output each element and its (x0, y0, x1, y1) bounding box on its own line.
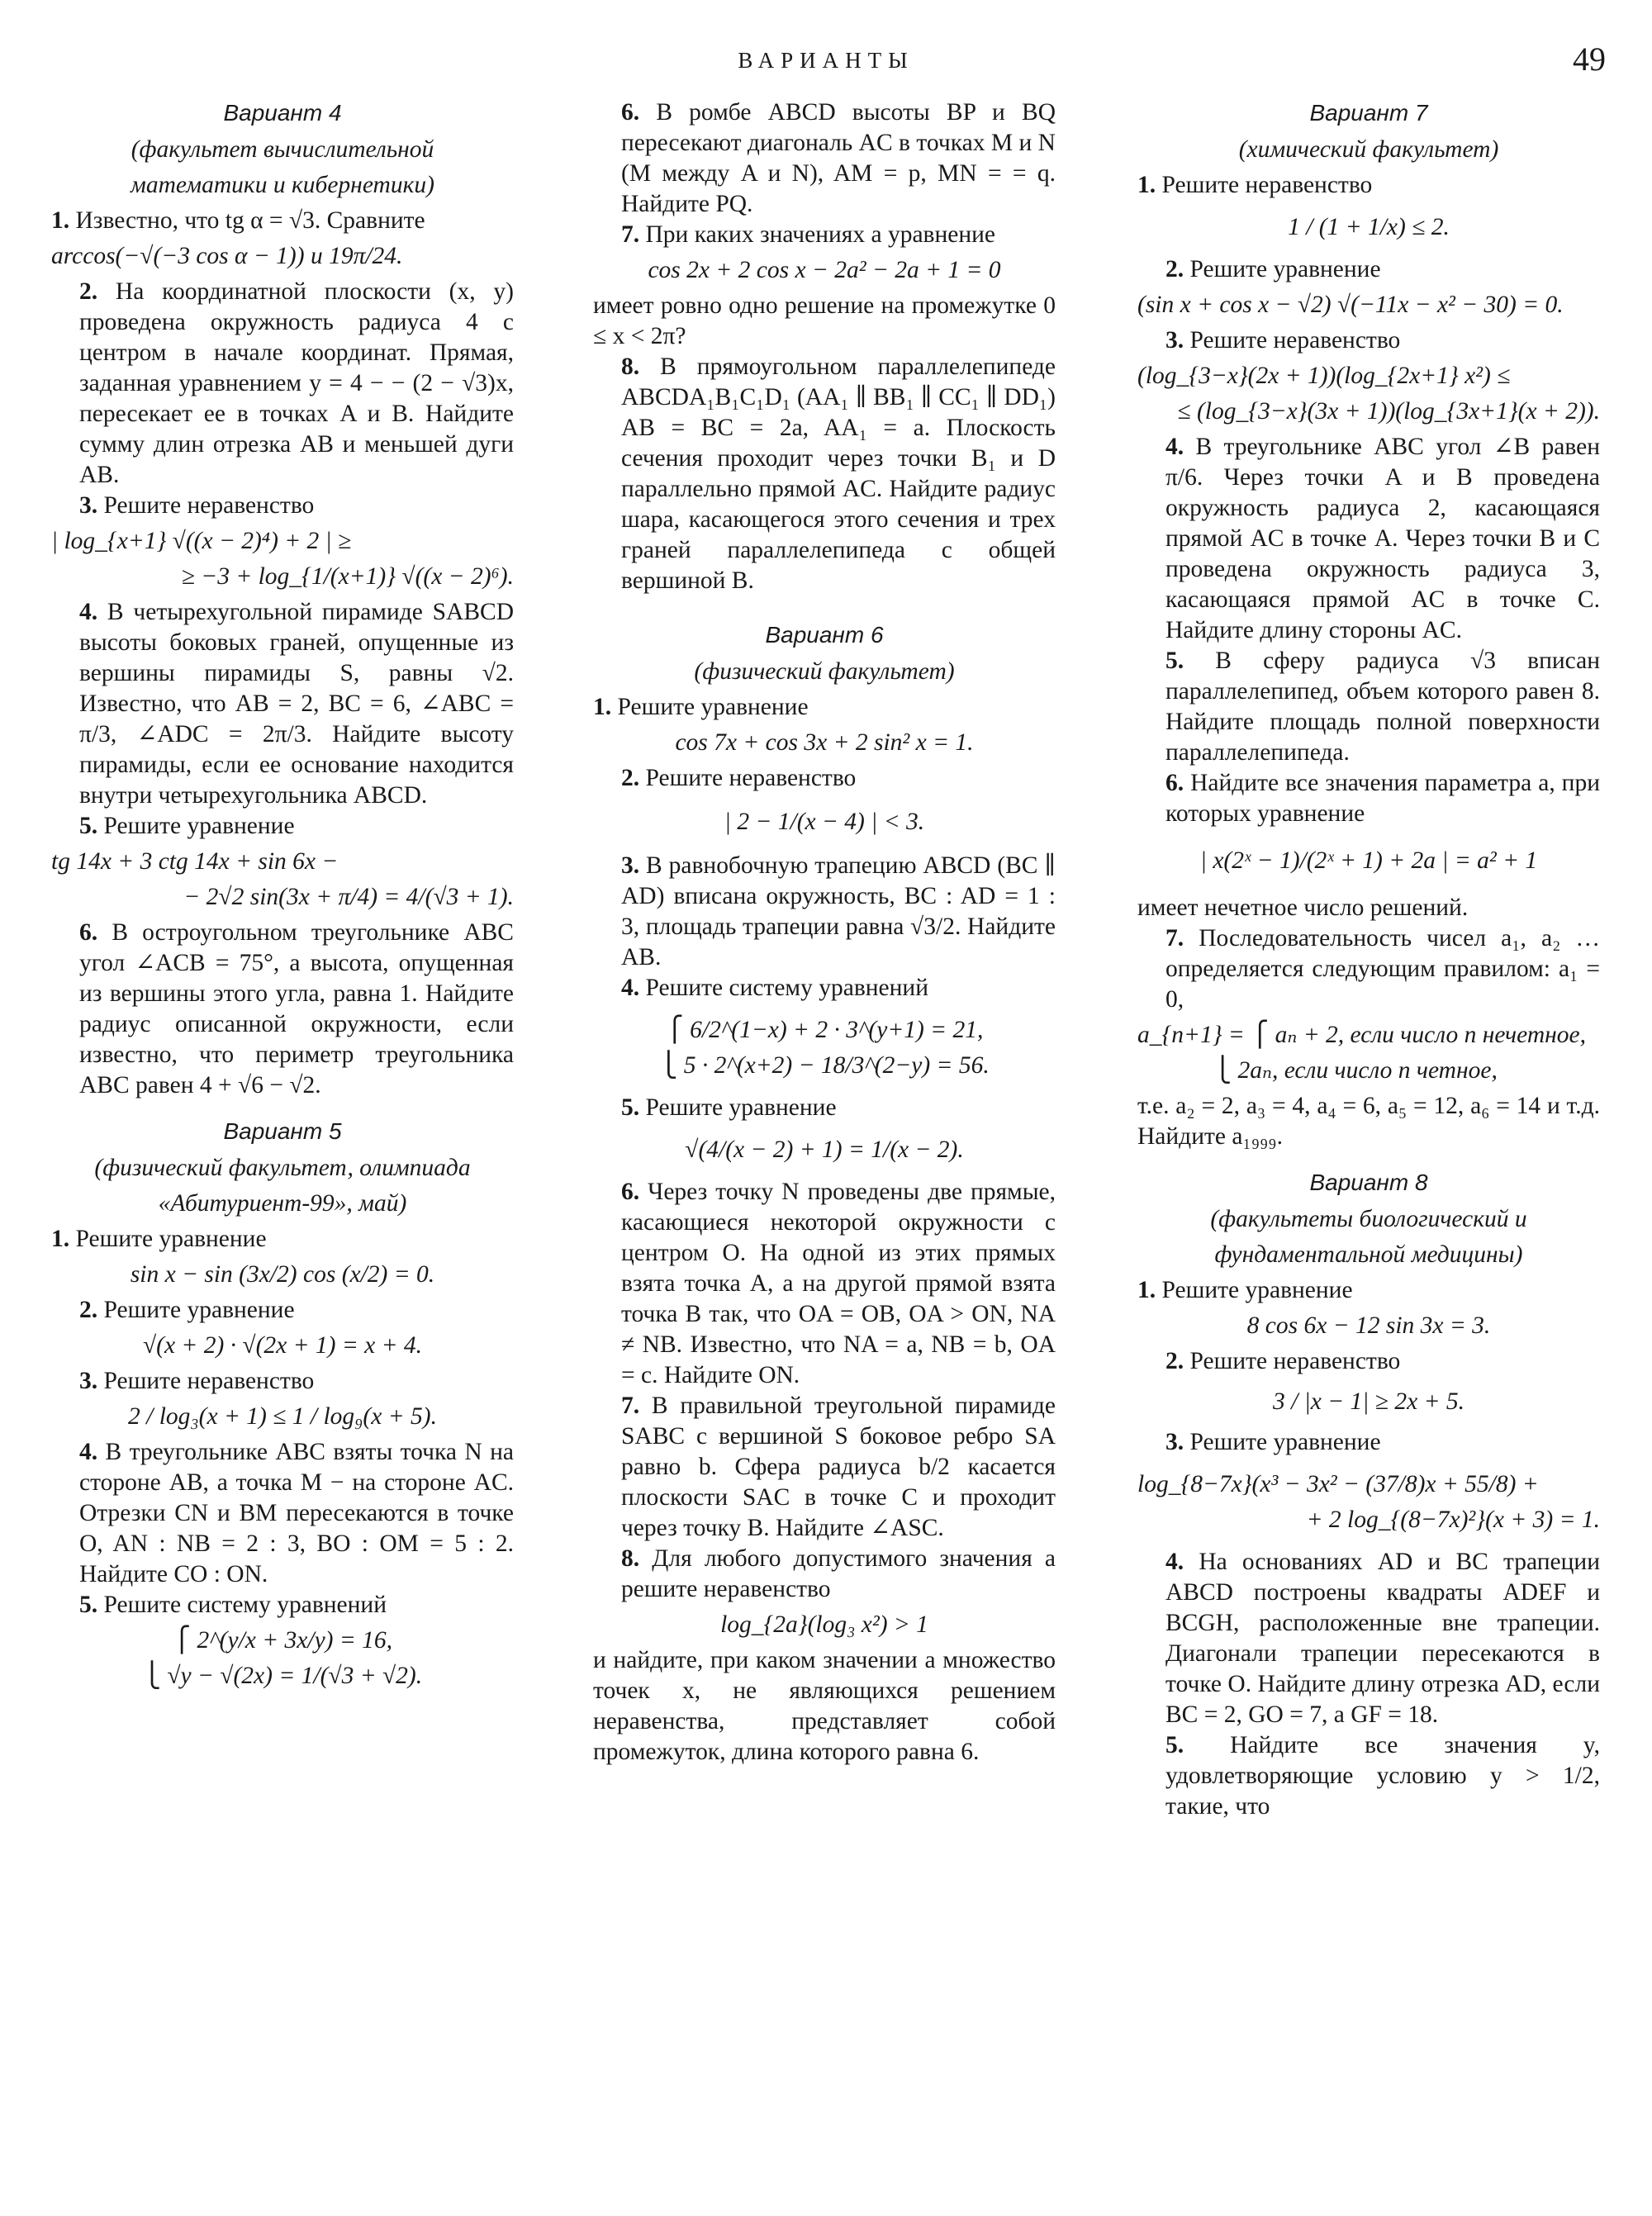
problem-number: 4. (1165, 434, 1184, 460)
problem-text: Решите неравенство (103, 492, 315, 519)
problem-v7-3 (1137, 325, 1600, 356)
problem-v7-2 (1137, 254, 1600, 285)
problem-number: 1. (1137, 1277, 1156, 1303)
problem-text: При каких значениях a уравнение (645, 221, 996, 248)
problem-number: 7. (1165, 925, 1184, 951)
formula: + 2 log_{(8−7x)²}(x + 3) = 1. (1306, 1507, 1600, 1533)
formula: a_{n+1} = ⎧ aₙ + 2, если число n нечетное, (1137, 1022, 1586, 1048)
problem-number: 4. (79, 599, 98, 625)
problem-text: Для любого допустимого значения a решите неравенство (621, 1545, 1056, 1602)
problem-text: Найдите все значения параметра a, при которых уравнение (1165, 770, 1600, 827)
problem-text: Решите систему уравнений (645, 975, 928, 1001)
formula: log_{2a}(log₃ x²) > 1 (720, 1611, 928, 1638)
formula: − 2√2 sin(3x + π/4) = 4/(√3 + 1). (183, 884, 514, 910)
variant-5-subtitle-1: (физический факультет, олимпиада (94, 1155, 471, 1181)
problem-number: 2. (1165, 1348, 1184, 1374)
problem-text: На основаниях AD и BC трапеции ABCD построены квадраты ADEF и BCGH, расположенные вне трапеции. Диагонали трапеции пересекаются в точке O. Найдите длину отрезка AD, если BC = 2, GO = 7, а GF = 18. (1165, 1549, 1600, 1728)
problem-text-cont: имеет нечетное число решений. (1137, 894, 1469, 921)
problem-number: 2. (621, 765, 640, 791)
problem-text: В правильной треугольной пирамиде SABC с вершиной S боковое ребро SA равно b. Сфера радиуса b/2 касается плоскости SAC в точке C и проходит через точку B. Найдите ∠ASC. (621, 1393, 1056, 1541)
column-right (1137, 97, 1600, 1822)
problem-number: 5. (1165, 648, 1184, 674)
problem-number: 1. (1137, 172, 1156, 198)
variant-7-subtitle: (химический факультет) (1238, 136, 1499, 163)
problem-number: 7. (621, 221, 640, 248)
problem-v8-3 (1137, 1427, 1600, 1458)
column-middle (593, 97, 1056, 1768)
problem-v4-1 (51, 206, 514, 236)
problem-v5-2 (51, 1295, 514, 1326)
problem-v4-3 (51, 491, 514, 521)
formula: sin x − sin (3x/2) cos (x/2) = 0. (130, 1261, 435, 1288)
formula: (log_{3−x}(2x + 1))(log_{2x+1} x²) ≤ (1137, 363, 1511, 389)
problem-text: Решите уравнение (103, 1297, 295, 1323)
formula: ⎩ 5 · 2^(x+2) − 18/3^(2−y) = 56. (659, 1052, 990, 1079)
problem-number: 8. (621, 1545, 640, 1572)
problem-text: Решите неравенство (103, 1368, 315, 1394)
problem-v6-6 (593, 1177, 1056, 1391)
problem-text: Решите неравенство (1161, 172, 1373, 198)
formula: 1 / (1 + 1/x) ≤ 2. (1288, 214, 1450, 240)
formula: √(4/(x − 2) + 1) = 1/(x − 2). (685, 1136, 964, 1163)
problem-text: Решите уравнение (1189, 1429, 1381, 1455)
problem-v6-5 (593, 1093, 1056, 1123)
variant-8-subtitle-1: (факультеты биологический и (1210, 1206, 1527, 1232)
problem-v7-4 (1137, 432, 1600, 646)
problem-v6-2 (593, 763, 1056, 794)
problem-text: В ромбе ABCD высоты BP и BQ пересекают диагональ AC в точках M и N (M между A и N), AM = p, MN = = q. Найдите PQ. (621, 99, 1056, 217)
variant-5-title: Вариант 5 (223, 1118, 342, 1144)
variant-6-subtitle: (физический факультет) (694, 658, 955, 685)
problem-number: 5. (621, 1094, 640, 1121)
problem-text: Решите уравнение (1161, 1277, 1353, 1303)
problem-v6-3 (593, 851, 1056, 973)
formula: √(x + 2) · √(2x + 1) = x + 4. (142, 1332, 423, 1359)
problem-text: Решите уравнение (75, 1226, 267, 1252)
problem-number: 4. (621, 975, 640, 1001)
formula: 2 / log₃(x + 1) ≤ 1 / log₉(x + 5). (128, 1403, 437, 1430)
problem-number: 7. (621, 1393, 640, 1419)
problem-v7-1 (1137, 170, 1600, 201)
problem-number: 6. (621, 1179, 640, 1205)
problem-v5-4 (51, 1437, 514, 1590)
variant-4-title: Вариант 4 (223, 100, 342, 126)
problem-text: Решите неравенство (1189, 1348, 1401, 1374)
problem-text: Последовательность чисел a₁, a₂ … определяется следующим правилом: a₁ = 0, (1165, 925, 1600, 1013)
problem-text: В прямоугольном параллелепипеде ABCDA₁B₁C₁D₁ (AA₁ ∥ BB₁ ∥ CC₁ ∥ DD₁) AB = BC = 2a, AA₁ = a. Плоскость сечения проходит через точки B₁ и D параллельно прямой AC. Найдите радиус шара, касающегося этого сечения и трех граней параллелепипеда с общей вершиной B. (621, 354, 1056, 594)
formula: cos 2x + 2 cos x − 2a² − 2a + 1 = 0 (648, 257, 1001, 283)
formula: ≥ −3 + log_{1/(x+1)} √((x − 2)⁶). (181, 563, 514, 590)
problem-v4-4 (51, 597, 514, 811)
variant-6-title: Вариант 6 (765, 622, 884, 648)
problem-v7-7 (1137, 923, 1600, 1015)
problem-v4-5 (51, 811, 514, 842)
problem-v5-1 (51, 1224, 514, 1255)
formula: | log_{x+1} √((x − 2)⁴) + 2 | ≥ (51, 528, 352, 554)
problem-v8-5 (1137, 1730, 1600, 1822)
problem-number: 5. (79, 813, 98, 839)
formula: ⎩ 2aₙ, если число n четное, (1213, 1057, 1498, 1084)
problem-number: 3. (1165, 327, 1184, 354)
problem-number: 3. (621, 852, 640, 879)
problem-number: 4. (79, 1439, 98, 1465)
problem-number: 6. (621, 99, 640, 126)
problem-text: В четырехугольной пирамиде SABCD высоты боковых граней, опущенные из вершины пирамиды S, равны √2. Известно, что AB = 2, BC = 6, ∠ABC = π/3, ∠ADC = 2π/3. Найдите высоту пирамиды, если ее основание находится внутри четырехугольника ABCD. (79, 599, 515, 809)
problem-v5-5 (51, 1590, 514, 1620)
problem-number: 5. (1165, 1732, 1184, 1758)
problem-number: 6. (79, 919, 98, 946)
problem-v8-4 (1137, 1547, 1600, 1730)
problem-number: 8. (621, 354, 640, 380)
problem-v6-1 (593, 692, 1056, 723)
problem-number: 1. (51, 1226, 70, 1252)
formula: cos 7x + cos 3x + 2 sin² x = 1. (675, 729, 974, 756)
problem-v4-2 (51, 277, 514, 491)
problem-v7-5 (1137, 646, 1600, 768)
problem-v4-6 (51, 918, 514, 1101)
formula: ⎧ 6/2^(1−x) + 2 · 3^(y+1) = 21, (665, 1017, 984, 1043)
problem-text: В равнобочную трапецию ABCD (BC ∥ AD) вписана окружность, BC : AD = 1 : 3, площадь трапеции равна √3/2. Найдите AB. (621, 852, 1056, 970)
problem-number: 3. (79, 492, 98, 519)
formula: 3 / |x − 1| ≥ 2x + 5. (1273, 1388, 1464, 1415)
problem-v6-8 (593, 1544, 1056, 1605)
problem-text: Решите неравенство (1189, 327, 1401, 354)
problem-v8-2 (1137, 1346, 1600, 1377)
problem-text: В остроугольном треугольнике ABC угол ∠ACB = 75°, а высота, опущенная из вершины этого угла, равна 1. Найдите радиус описанной окружности, если известно, что периметр треугольника ABC равен 4 + √6 − √2. (79, 919, 514, 1099)
problem-text: Известно, что tg α = √3. Сравните (75, 207, 425, 234)
problem-text: Решите уравнение (103, 813, 295, 839)
formula: ⎧ 2^(y/x + 3x/y) = 16, (172, 1627, 393, 1654)
problem-number: 3. (79, 1368, 98, 1394)
problem-number: 4. (1165, 1549, 1184, 1575)
problem-text: Через точку N проведены две прямые, касающиеся некоторой окружности с центром O. На одной из этих прямых взята точка A, а на другой прямой взята точка B так, что OA = OB, OA > ON, NA ≠ NB. Известно, что NA = a, NB = b, OA = c. Найдите ON. (621, 1179, 1056, 1388)
problem-number: 3. (1165, 1429, 1184, 1455)
formula: | x(2ˣ − 1)/(2ˣ + 1) + 2a | = a² + 1 (1199, 847, 1538, 874)
formula: arccos(−√(−3 cos α − 1)) и 19π/24. (51, 243, 403, 269)
problem-text: Решите уравнение (645, 1094, 837, 1121)
problem-v4-6b (593, 97, 1056, 220)
problem-v6-7 (593, 1391, 1056, 1544)
problem-text: Найдите все значения y, удовлетворяющие условию y > 1/2, такие, что (1165, 1732, 1601, 1820)
running-title: ВАРИАНТЫ (738, 48, 914, 73)
formula: | 2 − 1/(x − 4) | < 3. (724, 809, 925, 835)
variant-8-subtitle-2: фундаментальной медицины) (1214, 1241, 1523, 1268)
formula: ⎩ √y − √(2x) = 1/(√3 + √2). (142, 1663, 423, 1689)
problem-v5-3 (51, 1366, 514, 1397)
formula: ≤ (log_{3−x}(3x + 1))(log_{3x+1}(x + 2)). (1177, 398, 1600, 425)
formula: 8 cos 6x − 12 sin 3x = 3. (1246, 1312, 1491, 1339)
problem-number: 2. (79, 278, 98, 305)
problem-text: В треугольнике ABC угол ∠B равен π/6. Через точки A и B проведена окружность радиуса 2, касающаяся прямой AC в точке A. Через точки B и C проведена окружность радиуса 3, касающаяся прямой AC в точке C. Найдите длину стороны AC. (1165, 434, 1601, 643)
formula: log_{8−7x}(x³ − 3x² − (37/8)x + 55/8) + (1137, 1471, 1539, 1497)
variant-4-subtitle-2: математики и кибернетики) (131, 172, 434, 198)
problem-number: 5. (79, 1592, 98, 1618)
variant-5-subtitle-2: «Абитуриент-99», май) (158, 1190, 407, 1217)
variant-8-title: Вариант 8 (1309, 1170, 1428, 1195)
problem-number: 1. (593, 694, 612, 720)
problem-text-cont: имеет ровно одно решение на промежутке 0 ≤ x < 2π? (593, 292, 1056, 349)
problem-text: Решите неравенство (645, 765, 857, 791)
problem-text-cont: т.е. a₂ = 2, a₃ = 4, a₄ = 6, a₅ = 12, a₆ = 14 и т.д. Найдите a₁₉₉₉. (1137, 1093, 1600, 1150)
problem-text: Решите систему уравнений (103, 1592, 387, 1618)
problem-text: Решите уравнение (1189, 256, 1381, 282)
formula: (sin x + cos x − √2) √(−11x − x² − 30) = 0. (1137, 292, 1564, 318)
variant-7-title: Вариант 7 (1309, 100, 1428, 126)
problem-text: В сферу радиуса √3 вписан параллелепипед, объем которого равен 8. Найдите площадь полной поверхности параллелепипеда. (1165, 648, 1600, 766)
problem-v6-4 (593, 973, 1056, 1004)
problem-text: На координатной плоскости (x, y) проведена окружность радиуса 4 с центром в начале координат. Прямая, заданная уравнением y = 4 − − (2 − √3)x, пересекает ее в точках A и B. Найдите сумму длин отрезка AB и меньшей дуги AB. (79, 278, 514, 488)
problem-number: 2. (1165, 256, 1184, 282)
problem-text: Решите уравнение (617, 694, 809, 720)
variant-4-subtitle-1: (факультет вычислительной (131, 136, 434, 163)
problem-text-cont: и найдите, при каком значении a множество точек x, не являющихся решением неравенства, представляет собой промежуток, длина которого равна 6. (593, 1647, 1056, 1765)
problem-text: В треугольнике ABC взяты точка N на стороне AB, а точка M − на стороне AC. Отрезки CN и BM пересекаются в точке O, AN : NB = 2 : 3, BO : OM = 5 : 2. Найдите CO : ON. (79, 1439, 515, 1587)
problem-v8-1 (1137, 1275, 1600, 1306)
formula: tg 14x + 3 ctg 14x + sin 6x − (51, 848, 339, 875)
problem-v4-8 (593, 352, 1056, 596)
problem-number: 6. (1165, 770, 1184, 796)
column-left (51, 97, 514, 1696)
page-number: 49 (1573, 40, 1606, 78)
problem-number: 1. (51, 207, 70, 234)
problem-v7-6 (1137, 768, 1600, 829)
problem-v4-7 (593, 220, 1056, 250)
problem-number: 2. (79, 1297, 98, 1323)
